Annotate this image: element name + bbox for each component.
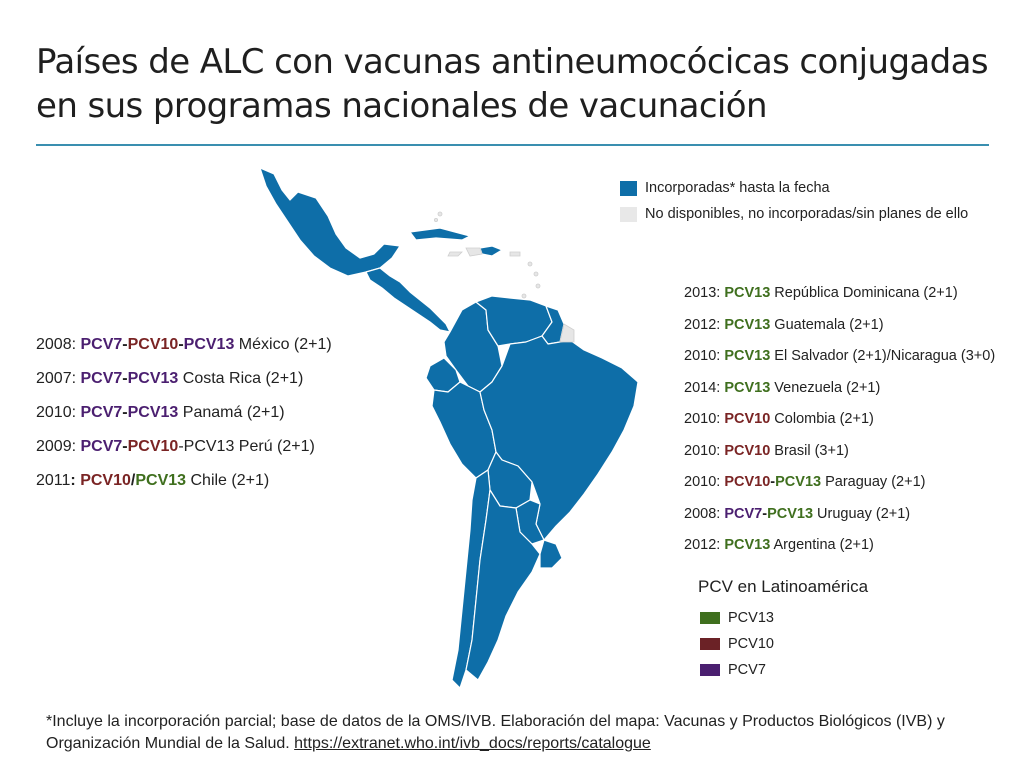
list-item-colombia: 2010: PCV10 Colombia (2+1) (684, 411, 874, 427)
list-item-peru: 2009: PCV7-PCV10-PCV13 Perú (2+1) (36, 438, 315, 455)
availability-legend (620, 175, 968, 227)
legend-label-incorporated: Incorporadas* hasta la fecha (645, 180, 830, 196)
country-central-america (366, 268, 450, 332)
pcv-legend-item-pcv13: PCV13 (700, 605, 868, 631)
list-item-el-salvador-nicaragua: 2010: PCV13 El Salvador (2+1)/Nicaragua (3+0) (684, 348, 996, 364)
pcv7-swatch (700, 664, 720, 676)
left-country-list (36, 333, 332, 503)
legend-swatch-not-available (620, 207, 637, 222)
pcv-legend-item-pcv10: PCV10 (700, 631, 868, 657)
list-item-mexico: 2008: PCV7-PCV10-PCV13 México (2+1) (36, 336, 332, 353)
catalogue-link[interactable]: https://extranet.who.int/ivb_docs/reports/catalogue (294, 735, 651, 752)
footnote-text: *Incluye la incorporación parcial; base de datos de la OMS/IVB. Elaboración del mapa: Vacunas y Productos Biológicos (IVB) y Organización Mundial de la Salud. (46, 713, 945, 752)
legend-item-incorporated (620, 175, 968, 201)
pcv13-swatch (700, 612, 720, 624)
list-item-venezuela: 2014: PCV13 Venezuela (2+1) (684, 379, 881, 396)
country-haiti (466, 248, 482, 256)
list-item-uruguay: 2008: PCV7-PCV13 Uruguay (2+1) (684, 505, 911, 522)
pcv-legend-title: PCV en Latinoamérica (698, 577, 869, 596)
country-dominican-republic (480, 246, 502, 256)
list-item-costa-rica: 2007: PCV7-PCV13 Costa Rica (2+1) (36, 370, 304, 387)
title-divider (36, 144, 989, 146)
page-title (36, 40, 996, 128)
list-item-paraguay: 2010: PCV10-PCV13 Paraguay (2+1) (684, 474, 926, 490)
country-jamaica (448, 252, 462, 256)
country-uruguay (540, 540, 562, 568)
pcv-legend (698, 577, 868, 683)
legend-item-not-available (620, 201, 968, 227)
legend-label-not-available: No disponibles, no incorporadas/sin planes de ello (645, 206, 969, 222)
country-mexico (260, 168, 400, 276)
list-item-dominican-republic: 2013: PCV13 República Dominicana (2+1) (684, 285, 958, 301)
list-item-argentina: 2012: PCV13 Argentina (2+1) (684, 537, 874, 553)
footnote (46, 711, 986, 755)
legend-swatch-incorporated (620, 181, 637, 196)
list-item-brasil: 2010: PCV10 Brasil (3+1) (684, 442, 849, 459)
list-item-chile: 2011: PCV10/PCV13 Chile (2+1) (36, 472, 270, 489)
country-cuba (410, 228, 470, 240)
pcv10-swatch (700, 638, 720, 650)
title-line-1: Países de ALC con vacunas antineumocócicas conjugadas (36, 42, 988, 82)
pcv-legend-item-pcv7: PCV7 (700, 657, 868, 683)
list-item-guatemala: 2012: PCV13 Guatemala (2+1) (684, 316, 884, 333)
right-country-list (684, 283, 995, 567)
list-item-panama: 2010: PCV7-PCV13 Panamá (2+1) (36, 404, 285, 421)
country-puerto-rico (510, 252, 520, 256)
title-line-2: en sus programas nacionales de vacunación (36, 86, 767, 126)
